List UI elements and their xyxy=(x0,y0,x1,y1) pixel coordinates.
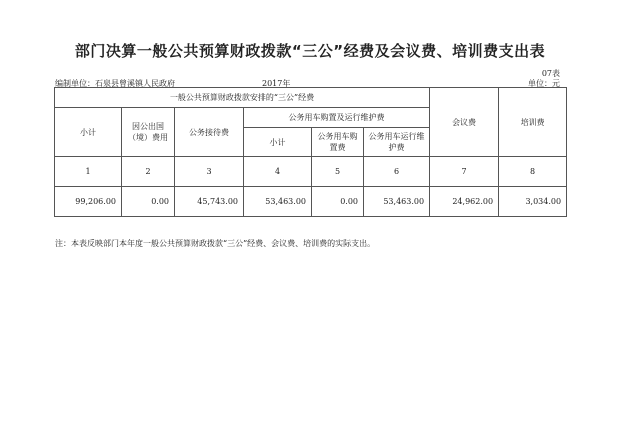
header-abroad-fee: 因公出国（境）费用 xyxy=(122,108,175,157)
index-cell: 8 xyxy=(499,157,567,187)
value-vehicle-subtotal: 53,463.00 xyxy=(244,187,312,217)
index-cell: 5 xyxy=(312,157,364,187)
value-training-fee: 3,034.00 xyxy=(499,187,567,217)
page-title: 部门决算一般公共预算财政拨款“三公”经费及会议费、培训费支出表 xyxy=(74,42,546,60)
value-vehicle-operation: 53,463.00 xyxy=(364,187,430,217)
compiling-unit: 编制单位：石泉县曾溪镇人民政府 xyxy=(55,79,175,88)
index-cell: 3 xyxy=(175,157,244,187)
header-vehicle-group: 公务用车购置及运行维护费 xyxy=(244,108,430,128)
header-training-fee: 培训费 xyxy=(499,88,567,157)
index-cell: 6 xyxy=(364,157,430,187)
header-subtotal: 小计 xyxy=(55,108,122,157)
index-cell: 4 xyxy=(244,157,312,187)
value-subtotal: 99,206.00 xyxy=(55,187,122,217)
header-meeting-fee: 会议费 xyxy=(430,88,499,157)
header-vehicle-operation: 公务用车运行维护费 xyxy=(364,128,430,157)
index-cell: 1 xyxy=(55,157,122,187)
value-vehicle-purchase: 0.00 xyxy=(312,187,364,217)
header-three-public-expenses: 一般公共预算财政拨款安排的“三公”经费 xyxy=(55,88,430,108)
header-reception-fee: 公务接待费 xyxy=(175,108,244,157)
header-vehicle-purchase: 公务用车购置费 xyxy=(312,128,364,157)
expense-table xyxy=(54,87,567,217)
currency-unit: 单位：元 xyxy=(528,79,560,88)
value-reception-fee: 45,743.00 xyxy=(175,187,244,217)
index-cell: 2 xyxy=(122,157,175,187)
value-abroad-fee: 0.00 xyxy=(122,187,175,217)
report-year: 2017年 xyxy=(262,79,291,88)
value-meeting-fee: 24,962.00 xyxy=(430,187,499,217)
header-vehicle-subtotal: 小计 xyxy=(244,128,312,157)
table-note: 注：本表反映部门本年度一般公共预算财政拨款“三公”经费、会议费、培训费的实际支出。 xyxy=(55,239,376,248)
index-cell: 7 xyxy=(430,157,499,187)
form-number: 07表 xyxy=(541,69,560,78)
